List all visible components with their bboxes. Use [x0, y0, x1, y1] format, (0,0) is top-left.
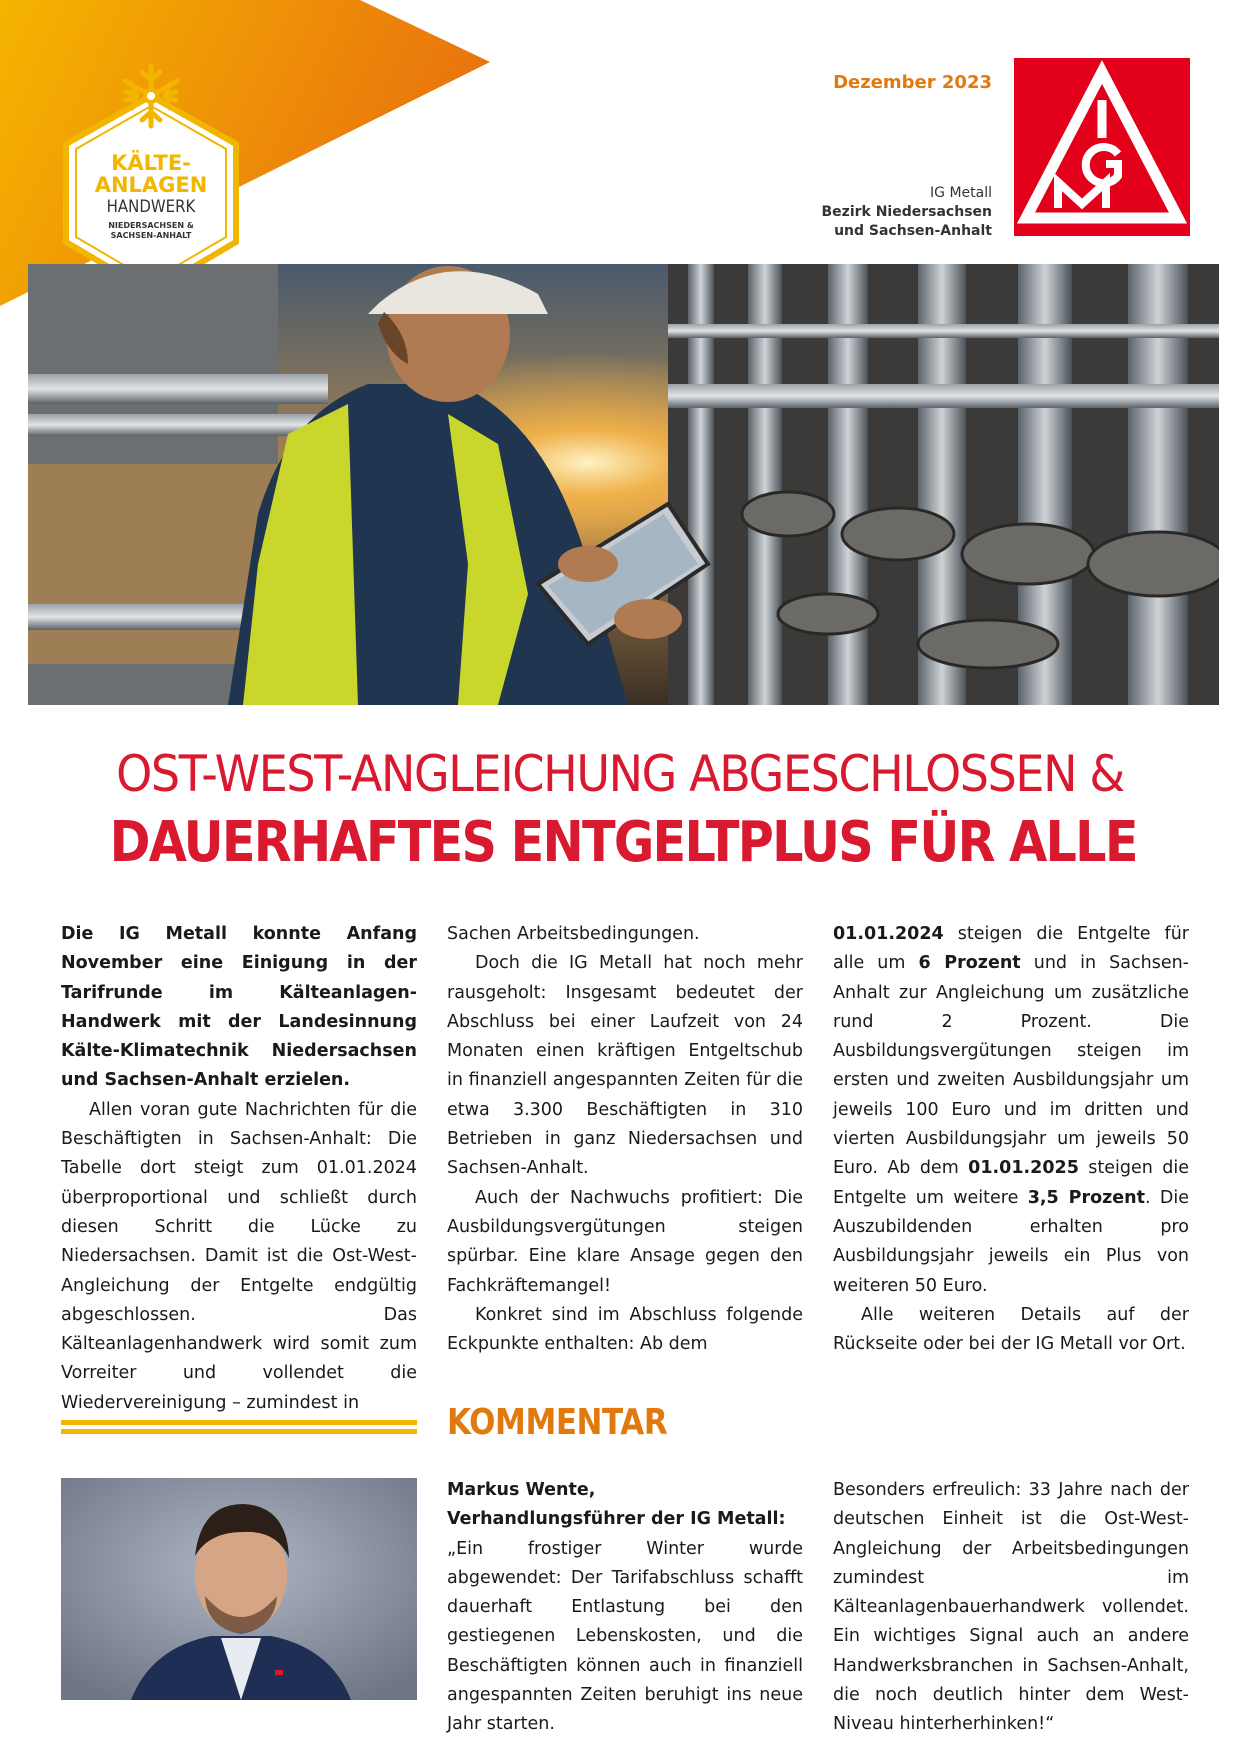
- badge-line2: ANLAGEN: [94, 173, 208, 197]
- kommentar-quote-part2: Besonders erfreulich: 33 Jahre nach der deutschen Einheit ist die Ost-West-Angleichung der Arbeitsbedingungen zumindest im Kälteanlagenbauerhandwerk vollendet. Ein wichtiges Signal auch an andere Handwerksbranchen in Sachsen-Anhalt, die noch deutlich hinter dem West-Niveau hinterherhinken!“: [833, 1480, 1189, 1735]
- p5-text-c: steigen die Entgelte um weitere: [833, 1158, 1189, 1208]
- kommentar-column-1: [447, 1476, 803, 1740]
- hero-image-worker-with-tablet: [28, 264, 1219, 705]
- badge-line1: KÄLTE-: [111, 151, 191, 175]
- p5-text-b: und in Sachsen-Anhalt zur Angleichung um zusätzliche rund 2 Prozent. Die Ausbildungsvergütungen steigen im ersten und zweiten Ausbildungsjahr um jeweils 100 Euro und im dritten und vierten Ausbildungsjahr um jeweils 50 Euro. Ab dem: [833, 953, 1189, 1179]
- issue-date: Dezember 2023: [833, 72, 992, 93]
- badge-line3: HANDWERK: [106, 197, 196, 217]
- article-paragraph-1-continued: Sachen Arbeitsbedingungen.: [447, 924, 700, 944]
- organization-block: [760, 184, 992, 241]
- kommentar-column-2: [833, 1476, 1189, 1740]
- badge-line4: NIEDERSACHSEN &: [108, 221, 194, 230]
- org-line2: Bezirk Niedersachsen: [821, 204, 992, 220]
- article-paragraph-4: Konkret sind im Abschluss folgende Eckpunkte enthalten: Ab dem: [447, 1304, 803, 1355]
- kommentar-title: KOMMENTAR: [447, 1402, 668, 1443]
- kommentar-quote-part1: „Ein frostiger Winter wurde abgewendet: Der Tarifabschluss schafft dauerhaft Entlastung bei den gestiegenen Lebenskosten, und die Beschäftigten können auch in finanziell angespannten Zeiten beruhigt ins neue Jahr starten.: [447, 1538, 803, 1735]
- percent-3-5: 3,5 Prozent: [1027, 1187, 1145, 1208]
- article-paragraph-2: Doch die IG Metall hat noch mehr rausgeholt: Insgesamt bedeutet der Abschluss bei einer Laufzeit von 24 Monaten einen kräftigen Entgeltschub in finanziell angespannten Zeiten für die etwa 3.300 Beschäftigten in 310 Betrieben in ganz Niedersachsen und Sachsen-Anhalt.: [447, 953, 803, 1179]
- headline-line1: OST-WEST-ANGLEICHUNG ABGESCHLOSSEN &: [116, 745, 1124, 803]
- article-paragraph-6: Alle weiteren Details auf der Rückseite oder bei der IG Metall vor Ort.: [833, 1304, 1189, 1355]
- badge-line5: SACHSEN-ANHALT: [110, 231, 192, 240]
- percent-6: 6 Prozent: [918, 953, 1021, 974]
- article-paragraph-3: Auch der Nachwuchs profitiert: Die Ausbildungsvergütungen steigen spürbar. Eine klare Ansage gegen den Fachkräftemangel!: [447, 1187, 803, 1296]
- article-lead: Die IG Metall konnte Anfang November eine Einigung in der Tarifrunde im Kälteanlagen-Handwerk mit der Landesinnung Kälte-Klimatechnik Niedersachsen und Sachsen-Anhalt erzielen.: [61, 924, 417, 1091]
- date-2024: 01.01.2024: [833, 924, 944, 944]
- article-column-3: [833, 920, 1189, 1359]
- org-line3: und Sachsen-Anhalt: [834, 223, 992, 239]
- kommentar-divider: [61, 1420, 417, 1434]
- snowflake-icon: [116, 60, 186, 132]
- article-paragraph-5: [833, 920, 1189, 1301]
- date-2025: 01.01.2025: [968, 1158, 1079, 1179]
- portrait-markus-wente: [61, 1478, 417, 1700]
- article-column-2: [447, 920, 803, 1359]
- headline-line2: DAUERHAFTES ENTGELTPLUS FÜR ALLE: [109, 810, 1137, 875]
- p5-text-d: . Die Auszubildenden erhalten pro Ausbildungsjahr jeweils ein Plus von weiteren 50 Euro.: [833, 1187, 1190, 1296]
- ig-metall-logo: [1014, 58, 1190, 236]
- org-line1: IG Metall: [930, 185, 992, 201]
- article-column-1: [61, 920, 417, 1418]
- article-paragraph-1: Allen voran gute Nachrichten für die Beschäftigten in Sachsen-Anhalt: Die Tabelle dort steigt zum 01.01.2024 überproportional und schließt durch diesen Schritt die Lücke zu Niedersachsen. Damit ist die Ost-West-Angleichung der Entgelte endgültig abgeschlossen. Das Kälteanlagenhandwerk wird somit zum Vorreiter und vollendet die Wiedervereinigung – zumindest in: [61, 1099, 417, 1413]
- kommentar-author: Markus Wente,: [447, 1480, 596, 1500]
- kommentar-role: Verhandlungsführer der IG Metall:: [447, 1509, 786, 1530]
- p5-text-a: steigen die Entgelte für alle um: [833, 924, 1189, 974]
